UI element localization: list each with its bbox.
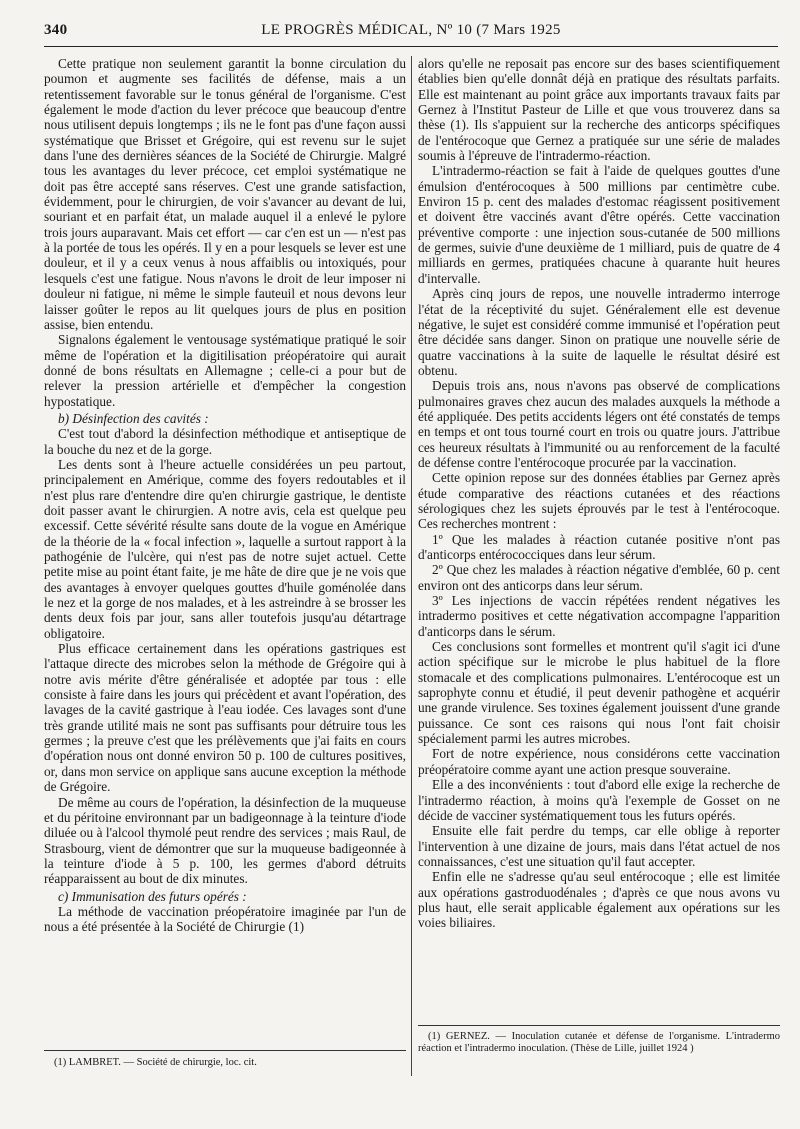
list-item: 1º Que les malades à réaction cutanée positive n'ont pas d'anticorps entérococciques dans leur sérum.	[418, 531, 780, 562]
footnote-text: (1) GERNEZ. — Inoculation cutanée et défense de l'organisme. L'intradermo réaction et l'intradermo inoculation. (Thèse de Lille, juillet 1924 )	[418, 1031, 780, 1054]
paragraph: Cette opinion repose sur des données établies par Gernez après étude comparative des réactions cutanées et des réactions sérologiques chez les sujets éprouvés par le test à l'entérocoque. Ces recherches montrent :	[418, 470, 780, 532]
paragraph: De même au cours de l'opération, la désinfection de la muqueuse et du péritoine environnant par un badigeonnage à la teinture d'iode diluée ou à l'alcool thymolé peut rendre des services ; mais Raul, de Strasbourg, vient de démontrer que sur la muqueuse badigeonnée à la teinture d'iode à 5 p. 100, les germes d'abord détruits réapparaissent au bout de dix minutes.	[44, 794, 406, 887]
paragraph: Plus efficace certainement dans les opérations gastriques est l'attaque directe des microbes selon la méthode de Grégoire qui à notre avis mérite d'être généralisée et adoptée par tous : elle consiste à faire dans les jours qui précèdent et avant l'opération, des lavages de la cavité gastrique à l'eau iodée. Ces lavages sont d'une très grande utilité mais ne sont pas suffisants pour détruire tous les germes ; la preuve c'est que les prélèvements que j'ai faits en cours d'opération nous ont donné environ 50 p. 100 de cultures positives, or, dans mon service on applique sans aucune exception la méthode de Grégoire.	[44, 641, 406, 795]
paragraph: Fort de notre expérience, nous considérons cette vaccination préopératoire comme ayant une action presque souveraine.	[418, 746, 780, 777]
footnote-right	[418, 1025, 780, 1055]
page-number: 340	[44, 22, 68, 38]
paragraph: alors qu'elle ne reposait pas encore sur des bases scientifiquement établies bien qu'elle donnât déjà en pratique des résultats parfaits. Elle est maintenant au point grâce aux importants travaux faits par Gernez à l'Institut Pasteur de Lille et que vous trouverez dans sa thèse (1). Ils s'appuient sur la recherche des anticorps spécifiques de l'entérocoque que Gernez a pratiquée sur une série de malades soumis à l'épreuve de l'intradermo-réaction.	[418, 56, 780, 164]
section-heading: b) Désinfection des cavités :	[58, 410, 209, 426]
paragraph: Après cinq jours de repos, une nouvelle intradermo interroge l'état de la réceptivité du sujet. Généralement elle est devenue négative, le sujet est considéré comme immunisé et l'opération peut être décidée sans danger. Sinon on pratique une nouvelle série de quatre vaccinations à la suite de laquelle le résultat désiré est obtenu.	[418, 286, 780, 378]
paragraph: Elle a des inconvénients : tout d'abord elle exige la recherche de l'intradermo réaction, à moins qu'à l'exemple de Gosset on ne décide de vacciner systématiquement tous les futurs opérés.	[418, 777, 780, 823]
footnote-left	[44, 1050, 406, 1069]
list-item: 3º Les injections de vaccin répétées rendent négatives les intradermo positives et cette négativation accompagne l'apparition d'anticorps dans le sérum.	[418, 593, 780, 639]
paragraph: Signalons également le ventousage systématique pratiqué le soir même de l'opération et la digitilisation préopératoire qui aurait donné de bons résultats en Allemagne ; celle-ci a pour but de relever la pression artérielle et d'empêcher la congestion hypostatique.	[44, 332, 406, 409]
paragraph: Ensuite elle fait perdre du temps, car elle oblige à reporter l'intervention à une dizaine de jours, mais dans l'état actuel de nos connaissances, c'est une situation qu'il faut accepter.	[418, 823, 780, 869]
list-item: 2º Que chez les malades à réaction négative d'emblée, 60 p. cent environ ont des anticorps dans leur sérum.	[418, 562, 780, 593]
right-column	[418, 56, 780, 931]
page-header	[44, 20, 778, 47]
paragraph: La méthode de vaccination préopératoire imaginée par l'un de nous a été présentée à la Société de Chirurgie (1)	[44, 903, 406, 935]
paragraph: Cette pratique non seulement garantit la bonne circulation du poumon et augmente ses facilités de défense, mais a un retentissement favorable sur le tonus général de l'organisme. C'est également le mode d'action du lever précoce que beaucoup d'entre nous utilisent depuis longtemps ; ils ne le font pas d'une façon aussi systématique que Brisset et Grégoire, qui est revenu sur le sujet dans l'une des dernières séances de la Société de Chirurgie. Malgré tous les avantages du lever précoce, cet emploi systématique ne doit pas être accepté sans réserves. C'est une grande satisfaction, évidemment, pour le chirurgien, de voir s'avancer au devant de lui, souriant et en parfait état, un malade auquel il a enlevé le pylore trois jours auparavant. Mais cet effort — car c'en est un — n'est pas à la portée de tous les opérés. Il y en a pour lesquels se lever est une douleur, et il y a ceux venus à nous affaiblis ou intoxiqués, pour lesquels c'est une fatigue. Nous n'avons le droit de leur imposer ni douleur ni fatigue, ni même le simple fauteuil et nous devons leur laisser goûter le repos au lit quelques jours de plus en position assise, bien entendu.	[44, 56, 406, 332]
paragraph: L'intradermo-réaction se fait à l'aide de quelques gouttes d'une émulsion d'entérocoques à 500 millions par centimètre cube. Environ 15 p. cent des malades d'estomac réagissent positivement et doivent être vaccinés avant d'être opérés. Cette vaccination préventive comporte : une injection sous-cutanée de 500 millions de germes, suivie d'une deuxième de 1 milliard, puis de quatre de 4 milliards en germes, pratiquées chacune à quarante huit heures d'intervalle.	[418, 163, 780, 286]
running-title: LE PROGRÈS MÉDICAL, Nº 10 (7 Mars 1925	[261, 22, 561, 38]
paragraph: Enfin elle ne s'adresse qu'au seul entérocoque ; elle est limitée aux opérations gastroduodénales ; d'après ce que nous avons vu plus haut, elle serait applicable également aux opérations sur les voies biliaires.	[418, 869, 780, 931]
paragraph: Les dents sont à l'heure actuelle considérées un peu partout, principalement en Amérique, comme des foyers redoutables et il n'est plus rare d'entendre dire qu'en chirurgie gastrique, le dentiste doit passer avant le chirurgien. A notre avis, cela est quelque peu excessif. Cette sévérité résulte sans doute de la vogue en Amérique de la théorie de la « focal infection », laquelle a surtout rapport à la pathogénie de l'ulcère, qui n'est pas de notre sujet actuel. Cette petite mise au point étant faite, je me hâte de dire que je ne vois que des avantages à envoyer quelques gouttes d'huile goménolée dans le nez et la gorge de nos malades, et à les astreindre à se brosser les dents deux fois par jour, sans aller toutefois jusqu'au détartrage obligatoire.	[44, 456, 406, 641]
paragraph: Depuis trois ans, nous n'avons pas observé de complications pulmonaires graves chez aucun des malades auxquels la méthode a été appliquée. Des petits accidents légers ont été constatés de temps en temps et ont tous tourné court en trois ou quatre jours. J'attribue ces heureux résultats à l'immunité ou au renforcement de la faculté de défense contre l'entérocoque procurée par la vaccination.	[418, 378, 780, 470]
left-column	[44, 56, 406, 935]
footnote-text: (1) LAMBRET. — Société de chirurgie, loc. cit.	[54, 1057, 257, 1068]
column-divider	[411, 56, 412, 1076]
paragraph: Ces conclusions sont formelles et montrent qu'il s'agit ici d'une action spécifique sur le microbe le plus habituel de la flore stomacale et des complications pulmonaires. L'entérocoque est un saprophyte connu et étudié, il peut devenir pathogène et acquérir une grande virulence. Ses toxines également jouissent d'une grande puissance. Ce sont ces raisons qui nous l'ont fait choisir spécialement parmi les autres microbes.	[418, 639, 780, 747]
section-heading: c) Immunisation des futurs opérés :	[58, 888, 247, 904]
paragraph: C'est tout d'abord la désinfection méthodique et antiseptique de la bouche du nez et de la gorge.	[44, 426, 406, 457]
